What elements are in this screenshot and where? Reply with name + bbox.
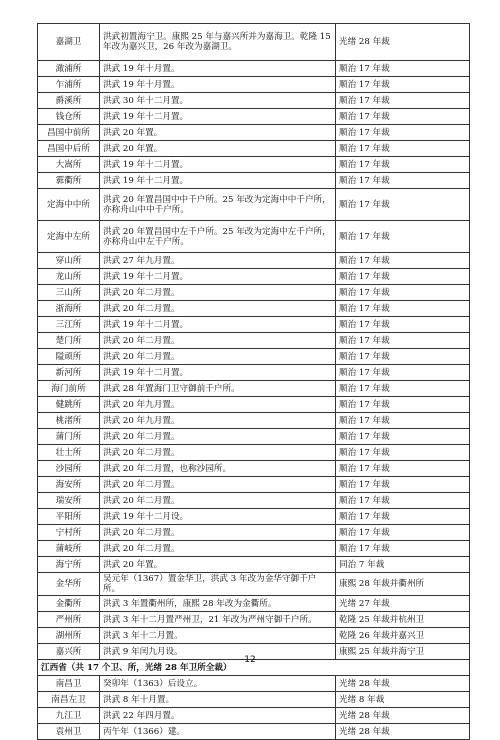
table-row (38, 77, 470, 93)
cell-status: 顺治 17 年裁 (336, 541, 470, 557)
cell-name: 壮士所 (38, 445, 100, 461)
cell-status: 顺治 17 年裁 (336, 493, 470, 509)
cell-note: 洪武 20 年二月置。 (100, 477, 336, 493)
cell-note: 洪武 20 年置昌国中左千户所。25 年改为定海中左千户所，亦称舟山中左千户所。 (100, 221, 336, 253)
table-row (38, 541, 470, 557)
cell-name: 健跳所 (38, 397, 100, 413)
table-row (38, 317, 470, 333)
cell-status: 顺治 17 年裁 (336, 285, 470, 301)
cell-status: 顺治 17 年裁 (336, 93, 470, 109)
cell-name: 定海中左所 (38, 221, 100, 253)
table-row (38, 269, 470, 285)
table-row (38, 221, 470, 253)
cell-name: 宁村所 (38, 525, 100, 541)
cell-name: 湖州所 (38, 628, 100, 644)
table-row (38, 413, 470, 429)
cell-name: 嘉兴所 (38, 644, 100, 660)
cell-status: 顺治 17 年裁 (336, 429, 470, 445)
table-row (38, 493, 470, 509)
cell-name: 隘顽所 (38, 349, 100, 365)
cell-name: 定海中中所 (38, 189, 100, 221)
cell-note: 洪武 3 年置衢州所，康熙 28 年改为金衢所。 (100, 596, 336, 612)
cell-status: 顺治 17 年裁 (336, 109, 470, 125)
cell-note: 洪武 20 年二月置。 (100, 285, 336, 301)
table-row (38, 349, 470, 365)
cell-name: 南昌左卫 (38, 692, 100, 708)
cell-status: 顺治 17 年裁 (336, 349, 470, 365)
table-row (38, 477, 470, 493)
cell-note: 癸卯年（1363）后设立。 (100, 676, 336, 692)
cell-status: 康熙 25 年裁并海宁卫 (336, 644, 470, 660)
cell-note: 洪武 20 年二月置。 (100, 445, 336, 461)
table-row (38, 61, 470, 77)
table-row (38, 461, 470, 477)
cell-note: 洪武 3 年十二月置。 (100, 628, 336, 644)
cell-name: 楚门所 (38, 333, 100, 349)
cell-status: 光绪 27 年裁 (336, 596, 470, 612)
table-row (38, 628, 470, 644)
cell-status: 顺治 17 年裁 (336, 301, 470, 317)
cell-note: 洪武 9 年闰九月设。 (100, 644, 336, 660)
cell-status: 光绪 28 年裁 (336, 676, 470, 692)
cell-name: 严州所 (38, 612, 100, 628)
table-row (38, 525, 470, 541)
table-row (38, 596, 470, 612)
cell-name: 平阳所 (38, 509, 100, 525)
table-row (38, 381, 470, 397)
table-row (38, 93, 470, 109)
cell-status: 同治 7 年裁 (336, 557, 470, 573)
cell-name: 乍浦所 (38, 77, 100, 93)
cell-name: 蒲岐所 (38, 541, 100, 557)
section-heading: 江西省（共 17 个卫、所，光绪 28 年卫所全裁） (38, 660, 470, 676)
cell-status: 顺治 17 年裁 (336, 509, 470, 525)
cell-name: 霩衢所 (38, 173, 100, 189)
cell-note: 洪武 20 年二月置。 (100, 349, 336, 365)
cell-name: 蒲门所 (38, 429, 100, 445)
cell-name: 桃渚所 (38, 413, 100, 429)
cell-status: 顺治 17 年裁 (336, 173, 470, 189)
table-row (38, 141, 470, 157)
cell-note: 吴元年（1367）置金华卫，洪武 3 年改为金华守御千户所。 (100, 573, 336, 596)
cell-note: 洪武 28 年置海门卫守御前千户所。 (100, 381, 336, 397)
cell-note: 洪武 20 年二月置，也称沙园所。 (100, 461, 336, 477)
table-row (38, 301, 470, 317)
cell-note: 洪武 19 年十二月置。 (100, 109, 336, 125)
table-row (38, 189, 470, 221)
cell-name: 大嵩所 (38, 157, 100, 173)
cell-status: 顺治 17 年裁 (336, 141, 470, 157)
table-row (38, 509, 470, 525)
cell-note: 洪武 19 年十二月置。 (100, 317, 336, 333)
table-row (38, 157, 470, 173)
cell-status: 顺治 17 年裁 (336, 397, 470, 413)
cell-note: 洪武 27 年九月置。 (100, 253, 336, 269)
cell-status: 顺治 17 年裁 (336, 477, 470, 493)
cell-status: 顺治 17 年裁 (336, 333, 470, 349)
cell-status: 顺治 17 年裁 (336, 525, 470, 541)
cell-name: 浙海所 (38, 301, 100, 317)
cell-name: 龙山所 (38, 269, 100, 285)
cell-name: 三江所 (38, 317, 100, 333)
cell-name: 九江卫 (38, 708, 100, 724)
cell-name: 昌国中后所 (38, 141, 100, 157)
cell-name: 金华所 (38, 573, 100, 596)
cell-note: 洪武 30 年十二月置。 (100, 93, 336, 109)
cell-status: 顺治 17 年裁 (336, 125, 470, 141)
cell-note: 洪武 20 年置。 (100, 125, 336, 141)
cell-status: 顺治 17 年裁 (336, 381, 470, 397)
cell-note: 洪武 20 年置昌国中中千户所。25 年改为定海中中千户所，亦称舟山中中千户所。 (100, 189, 336, 221)
cell-note: 洪武初置海宁卫。康熙 25 年与嘉兴所并为嘉海卫。乾隆 15 年改为嘉兴卫，26 年改为嘉湖卫。 (100, 24, 336, 61)
cell-note: 洪武 19 年十二月置。 (100, 173, 336, 189)
cell-name: 沙园所 (38, 461, 100, 477)
table-row (38, 724, 470, 740)
cell-note: 洪武 20 年九月置。 (100, 413, 336, 429)
cell-note: 洪武 20 年二月置。 (100, 541, 336, 557)
table-row (38, 612, 470, 628)
cell-status: 光绪 28 年裁 (336, 708, 470, 724)
table-row (38, 692, 470, 708)
table-row (38, 708, 470, 724)
cell-note: 洪武 20 年二月置。 (100, 493, 336, 509)
cell-name: 新河所 (38, 365, 100, 381)
cell-status: 顺治 17 年裁 (336, 157, 470, 173)
cell-name: 澉浦所 (38, 61, 100, 77)
garrison-table (37, 23, 470, 740)
cell-note: 洪武 19 年十二月置。 (100, 269, 336, 285)
table-row (38, 573, 470, 596)
table-row (38, 365, 470, 381)
cell-note: 洪武 20 年二月置。 (100, 301, 336, 317)
table-row (38, 676, 470, 692)
cell-status: 顺治 17 年裁 (336, 61, 470, 77)
cell-status: 顺治 17 年裁 (336, 365, 470, 381)
table-row (38, 285, 470, 301)
cell-note: 洪武 8 年十月置。 (100, 692, 336, 708)
cell-status: 康熙 28 年裁并衢州所 (336, 573, 470, 596)
table-row (38, 109, 470, 125)
cell-status: 光绪 28 年裁 (336, 24, 470, 61)
cell-note: 洪武 20 年二月置。 (100, 429, 336, 445)
cell-status: 顺治 17 年裁 (336, 253, 470, 269)
cell-status: 顺治 17 年裁 (336, 77, 470, 93)
cell-note: 丙午年（1366）建。 (100, 724, 336, 740)
cell-status: 顺治 17 年裁 (336, 221, 470, 253)
cell-status: 顺治 17 年裁 (336, 317, 470, 333)
table-row (38, 173, 470, 189)
cell-name: 金衢所 (38, 596, 100, 612)
cell-name: 海安所 (38, 477, 100, 493)
cell-name: 钱仓所 (38, 109, 100, 125)
table-row (38, 333, 470, 349)
cell-name: 嘉湖卫 (38, 24, 100, 61)
table-row (38, 125, 470, 141)
cell-status: 顺治 17 年裁 (336, 189, 470, 221)
cell-note: 洪武 19 年十二月设。 (100, 509, 336, 525)
cell-status: 光绪 28 年裁 (336, 724, 470, 740)
cell-name: 爵溪所 (38, 93, 100, 109)
cell-note: 洪武 19 年十二月置。 (100, 365, 336, 381)
table-row (38, 397, 470, 413)
cell-status: 顺治 17 年裁 (336, 269, 470, 285)
cell-name: 海门前所 (38, 381, 100, 397)
cell-status: 乾隆 26 年裁并嘉兴卫 (336, 628, 470, 644)
table-row (38, 253, 470, 269)
cell-note: 洪武 22 年四月置。 (100, 708, 336, 724)
cell-note: 洪武 20 年二月置。 (100, 333, 336, 349)
cell-name: 三山所 (38, 285, 100, 301)
cell-note: 洪武 20 年置。 (100, 141, 336, 157)
page-number: 12 (244, 655, 256, 665)
cell-note: 洪武 20 年九月置。 (100, 397, 336, 413)
cell-note: 洪武 20 年置。 (100, 557, 336, 573)
cell-note: 洪武 19 年十月置。 (100, 77, 336, 93)
cell-status: 顺治 17 年裁 (336, 445, 470, 461)
cell-note: 洪武 3 年十二月置严州卫，21 年改为严州守御千户所。 (100, 612, 336, 628)
cell-name: 南昌卫 (38, 676, 100, 692)
cell-note: 洪武 19 年十二月置。 (100, 157, 336, 173)
table-row (38, 445, 470, 461)
cell-name: 昌国中前所 (38, 125, 100, 141)
cell-status: 顺治 17 年裁 (336, 461, 470, 477)
table-row (38, 24, 470, 61)
cell-status: 乾隆 25 年裁并杭州卫 (336, 612, 470, 628)
cell-name: 穿山所 (38, 253, 100, 269)
cell-status: 光绪 8 年裁 (336, 692, 470, 708)
cell-note: 洪武 20 年二月置。 (100, 525, 336, 541)
cell-status: 顺治 17 年裁 (336, 413, 470, 429)
table-row (38, 557, 470, 573)
cell-name: 袁州卫 (38, 724, 100, 740)
table-row (38, 429, 470, 445)
cell-note: 洪武 19 年十月置。 (100, 61, 336, 77)
cell-name: 海宁所 (38, 557, 100, 573)
cell-name: 瑞安所 (38, 493, 100, 509)
